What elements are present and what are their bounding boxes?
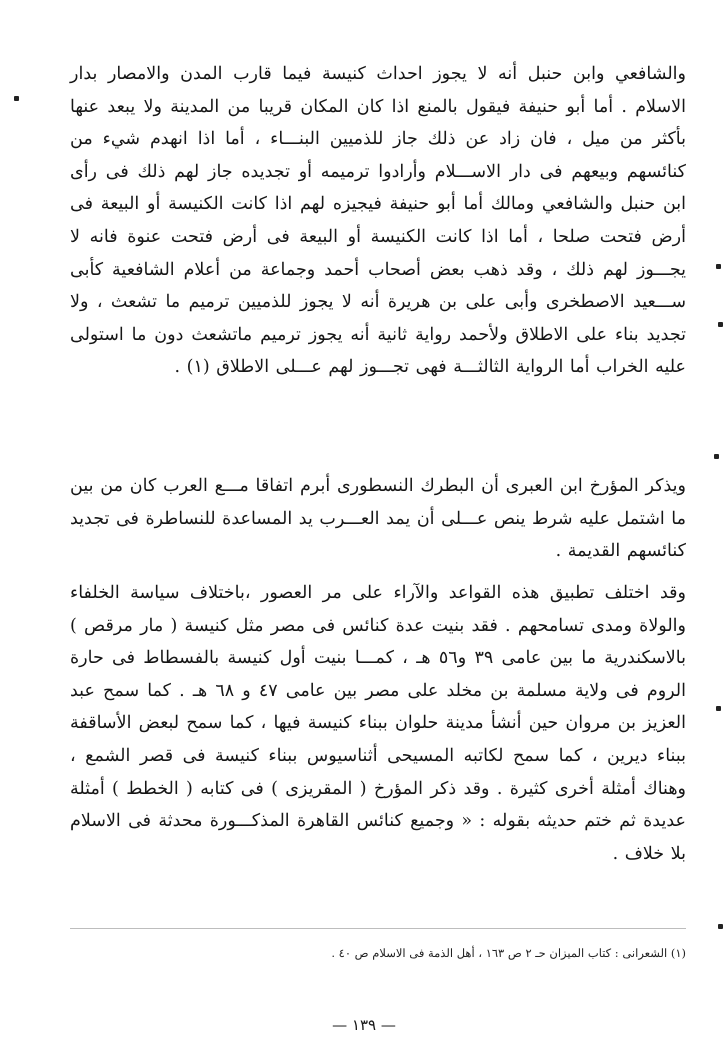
paragraph-3: وقد اختلف تطبيق هذه القواعد والآراء على مر العصور ،باختلاف سياسة الخلفاء والولاة ومدى تسامحهم . فقد بنيت عدة كنائس فى مصر مثل كنيسة ( مار مرقص ) بالاسكندرية ما بين عامى ٣٩ و٥٦ هـ ، كمـــا بنيت أول كنيسة بالفسطاط فى حارة الروم فى ولاية مسلمة بن مخلد على مصر بين عامى ٤٧ و ٦٨ هـ . كما سمح عبد العزيز بن مروان حين أنشأ مدينة حلوان ببناء كنيسة فيها ، كما سمح لبعض الأساقفة ببناء ديرين ، كما سمح لكاتبه المسيحى أثناسيوس ببناء كنيسة فى قصر الشمع ، وهناك أمثلة أخرى كثيرة . وقد ذكر المؤرخ ( المقريزى ) فى كتابه ( الخطط ) أمثلة عديدة ثم ختم حديثه بقوله : « وجميع كنائس القاهرة المذكـــورة محدثة فى الاسلام بلا خلاف . (70, 583, 686, 864)
footnote-divider (70, 928, 686, 929)
footnote: (١) الشعرانى : كتاب الميزان حـ ٢ ص ١٦٣ ، أهل الذمة فى الاسلام ص ٤٠ . (331, 946, 686, 960)
margin-mark (716, 264, 721, 269)
page-number: — ١٣٩ — (332, 1016, 396, 1034)
paragraph-1: والشافعي وابن حنبل أنه لا يجوز احداث كنيسة فيما قارب المدن والامصار بدار الاسلام . أما أبو حنيفة فيقول بالمنع اذا كان المكان قريبا من المدينة ولا يبعد عنها بأكثر من ميل ، فان زاد عن ذلك جاز للذميين البنـــاء ، أما اذا انهدم شيء من كنائسهم وبيعهم فى دار الاســـلام وأرادوا ترميمه أو تجديده جاز لهم ذلك فى رأى ابن حنبل والشافعي ومالك أما أبو حنيفة فيجيزه لهم اذا كانت الكنيسة أو البيعة فى أرض فتحت صلحا ، أما اذا كانت الكنيسة أو البيعة فى أرض فتحت عنوة فانه لا يجـــوز لهم ذلك ، وقد ذهب بعض أصحاب أحمد وجماعة من أعلام الشافعية كأبى ســـعيد الاصطخرى وأبى على بن هريرة أنه لا يجوز للذميين ترميم ما تشعث ، ولا تجديد بناء على الاطلاق ولأحمد رواية ثانية أنه يجوز ترميم ماتشعث دون ما استولى عليه الخراب أما الرواية الثالثـــة فهى تجـــوز لهم عـــلى الاطلاق (١) . (70, 64, 686, 378)
paragraph-2: ويذكر المؤرخ ابن العبرى أن البطرك النسطورى أبرم اتفاقا مـــع العرب كان من بين ما اشتمل عليه شرط ينص عـــلى أن يمد العـــرب يد المساعدة للنساطرة فى تجديد كنائسهم القديمة . (70, 476, 686, 562)
margin-mark (14, 96, 19, 101)
margin-mark (718, 322, 723, 327)
margin-mark (716, 706, 721, 711)
margin-mark (714, 454, 719, 459)
margin-mark (718, 924, 723, 929)
